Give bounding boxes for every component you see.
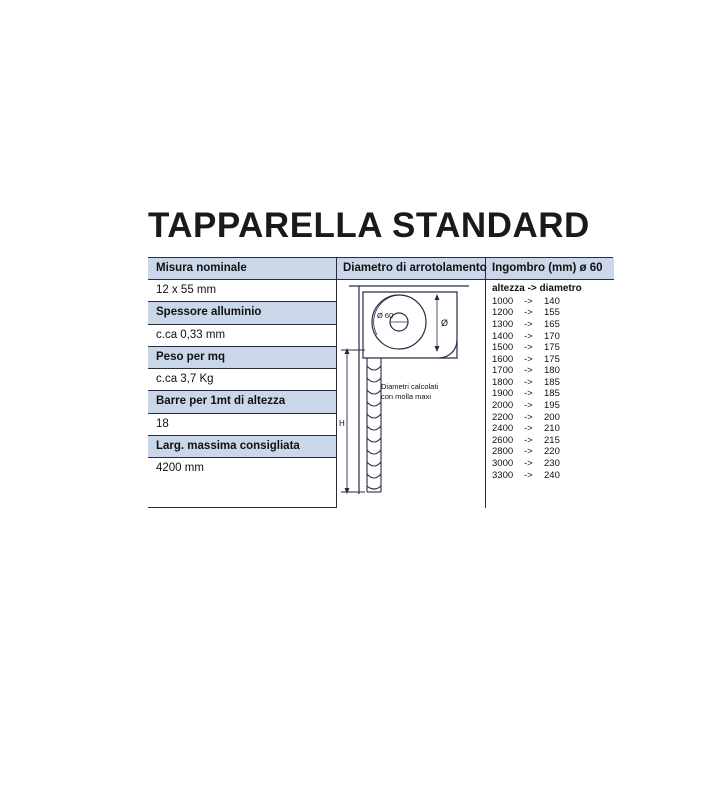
ingombro-altezza: 1300 xyxy=(492,318,514,330)
ingombro-diametro: 210 xyxy=(544,423,560,435)
ingombro-diametro: 180 xyxy=(544,365,560,377)
ingombro-diametro: 200 xyxy=(544,411,560,423)
ingombro-diametro: 170 xyxy=(544,330,560,342)
ingombro-altezza: 2200 xyxy=(492,411,514,423)
ingombro-diametro: 175 xyxy=(544,342,560,354)
svg-text:H: H xyxy=(339,419,345,429)
table-row xyxy=(492,342,614,354)
ingombro-altezza: 2000 xyxy=(492,400,514,412)
spec-label-barre-per-metro: Barre per 1mt di altezza xyxy=(148,391,336,413)
ingombro-altezza: 1400 xyxy=(492,330,514,342)
table-row xyxy=(492,331,614,343)
ingombro-altezza: 1500 xyxy=(492,342,514,354)
arrow-icon: -> xyxy=(524,469,533,481)
ingombro-diametro: 185 xyxy=(544,376,560,388)
arrow-icon: -> xyxy=(524,423,533,435)
table-row xyxy=(492,435,614,447)
diagram-note: Diametri calcolati con molla maxi xyxy=(381,382,439,401)
arrow-icon: -> xyxy=(524,458,533,470)
arrow-icon: -> xyxy=(524,318,533,330)
spec-value-misura-nominale: 12 x 55 mm xyxy=(148,280,336,302)
spec-label-peso-per-mq: Peso per mq xyxy=(148,347,336,369)
table-row xyxy=(492,319,614,331)
ingombro-diametro: 185 xyxy=(544,388,560,400)
diagram-header: Diametro di arrotolamento xyxy=(337,258,485,280)
ingombro-diametro: 140 xyxy=(544,295,560,307)
ingombro-altezza: 2400 xyxy=(492,423,514,435)
arrow-icon: -> xyxy=(524,307,533,319)
ingombro-altezza: 1700 xyxy=(492,365,514,377)
ingombro-altezza: 1900 xyxy=(492,388,514,400)
ingombro-column xyxy=(486,258,614,508)
ingombro-diametro: 195 xyxy=(544,400,560,412)
arrow-icon: -> xyxy=(524,446,533,458)
arrow-icon: -> xyxy=(524,342,533,354)
ingombro-altezza: 2800 xyxy=(492,446,514,458)
spec-value-larghezza-massima: 4200 mm xyxy=(148,458,336,479)
spec-value-barre-per-metro: 18 xyxy=(148,414,336,436)
arrow-icon: -> xyxy=(524,295,533,307)
table-row xyxy=(492,388,614,400)
arrow-icon: -> xyxy=(524,365,533,377)
table-row xyxy=(492,354,614,366)
table-row xyxy=(492,446,614,458)
ingombro-diametro: 215 xyxy=(544,434,560,446)
table-row xyxy=(492,423,614,435)
ingombro-altezza: 3300 xyxy=(492,469,514,481)
arrow-icon: -> xyxy=(524,353,533,365)
svg-text:Ø 60: Ø 60 xyxy=(377,311,394,321)
arrow-icon: -> xyxy=(524,434,533,446)
diagram-body xyxy=(337,280,485,508)
ingombro-diametro: 165 xyxy=(544,318,560,330)
ingombro-subheader: altezza -> diametro xyxy=(492,283,582,295)
table-row xyxy=(492,458,614,470)
spec-value-spessore-alluminio: c.ca 0,33 mm xyxy=(148,325,336,347)
table-row xyxy=(492,412,614,424)
arrow-icon: -> xyxy=(524,411,533,423)
arrow-icon: -> xyxy=(524,376,533,388)
table-row xyxy=(492,377,614,389)
ingombro-diametro: 175 xyxy=(544,353,560,365)
product-spec-sheet xyxy=(148,208,613,508)
table-row xyxy=(492,400,614,412)
ingombro-altezza: 1800 xyxy=(492,376,514,388)
diagram-column xyxy=(337,258,486,508)
table-row xyxy=(492,307,614,319)
ingombro-altezza: 1600 xyxy=(492,353,514,365)
spec-table xyxy=(148,257,613,508)
arrow-icon: -> xyxy=(524,330,533,342)
arrow-icon: -> xyxy=(524,388,533,400)
ingombro-altezza: 3000 xyxy=(492,458,514,470)
spec-label-spessore-alluminio: Spessore alluminio xyxy=(148,302,336,324)
ingombro-altezza: 1200 xyxy=(492,307,514,319)
spec-value-peso-per-mq: c.ca 3,7 Kg xyxy=(148,369,336,391)
table-row xyxy=(492,365,614,377)
ingombro-diametro: 230 xyxy=(544,458,560,470)
svg-text:Ø: Ø xyxy=(441,318,449,329)
table-row xyxy=(492,470,614,482)
spec-label-larghezza-massima: Larg. massima consigliata xyxy=(148,436,336,458)
ingombro-diametro: 220 xyxy=(544,446,560,458)
page-title: TAPPARELLA STANDARD xyxy=(148,206,590,245)
ingombro-diametro: 155 xyxy=(544,307,560,319)
ingombro-header: Ingombro (mm) ø 60 xyxy=(486,258,614,280)
spec-column-left-rule xyxy=(148,507,336,508)
ingombro-list xyxy=(486,296,614,482)
spec-label-misura-nominale: Misura nominale xyxy=(148,258,336,280)
table-row xyxy=(492,296,614,308)
ingombro-altezza: 1000 xyxy=(492,295,514,307)
arrow-icon: -> xyxy=(524,400,533,412)
ingombro-altezza: 2600 xyxy=(492,434,514,446)
spec-column-left xyxy=(148,258,337,508)
ingombro-diametro: 240 xyxy=(544,469,560,481)
